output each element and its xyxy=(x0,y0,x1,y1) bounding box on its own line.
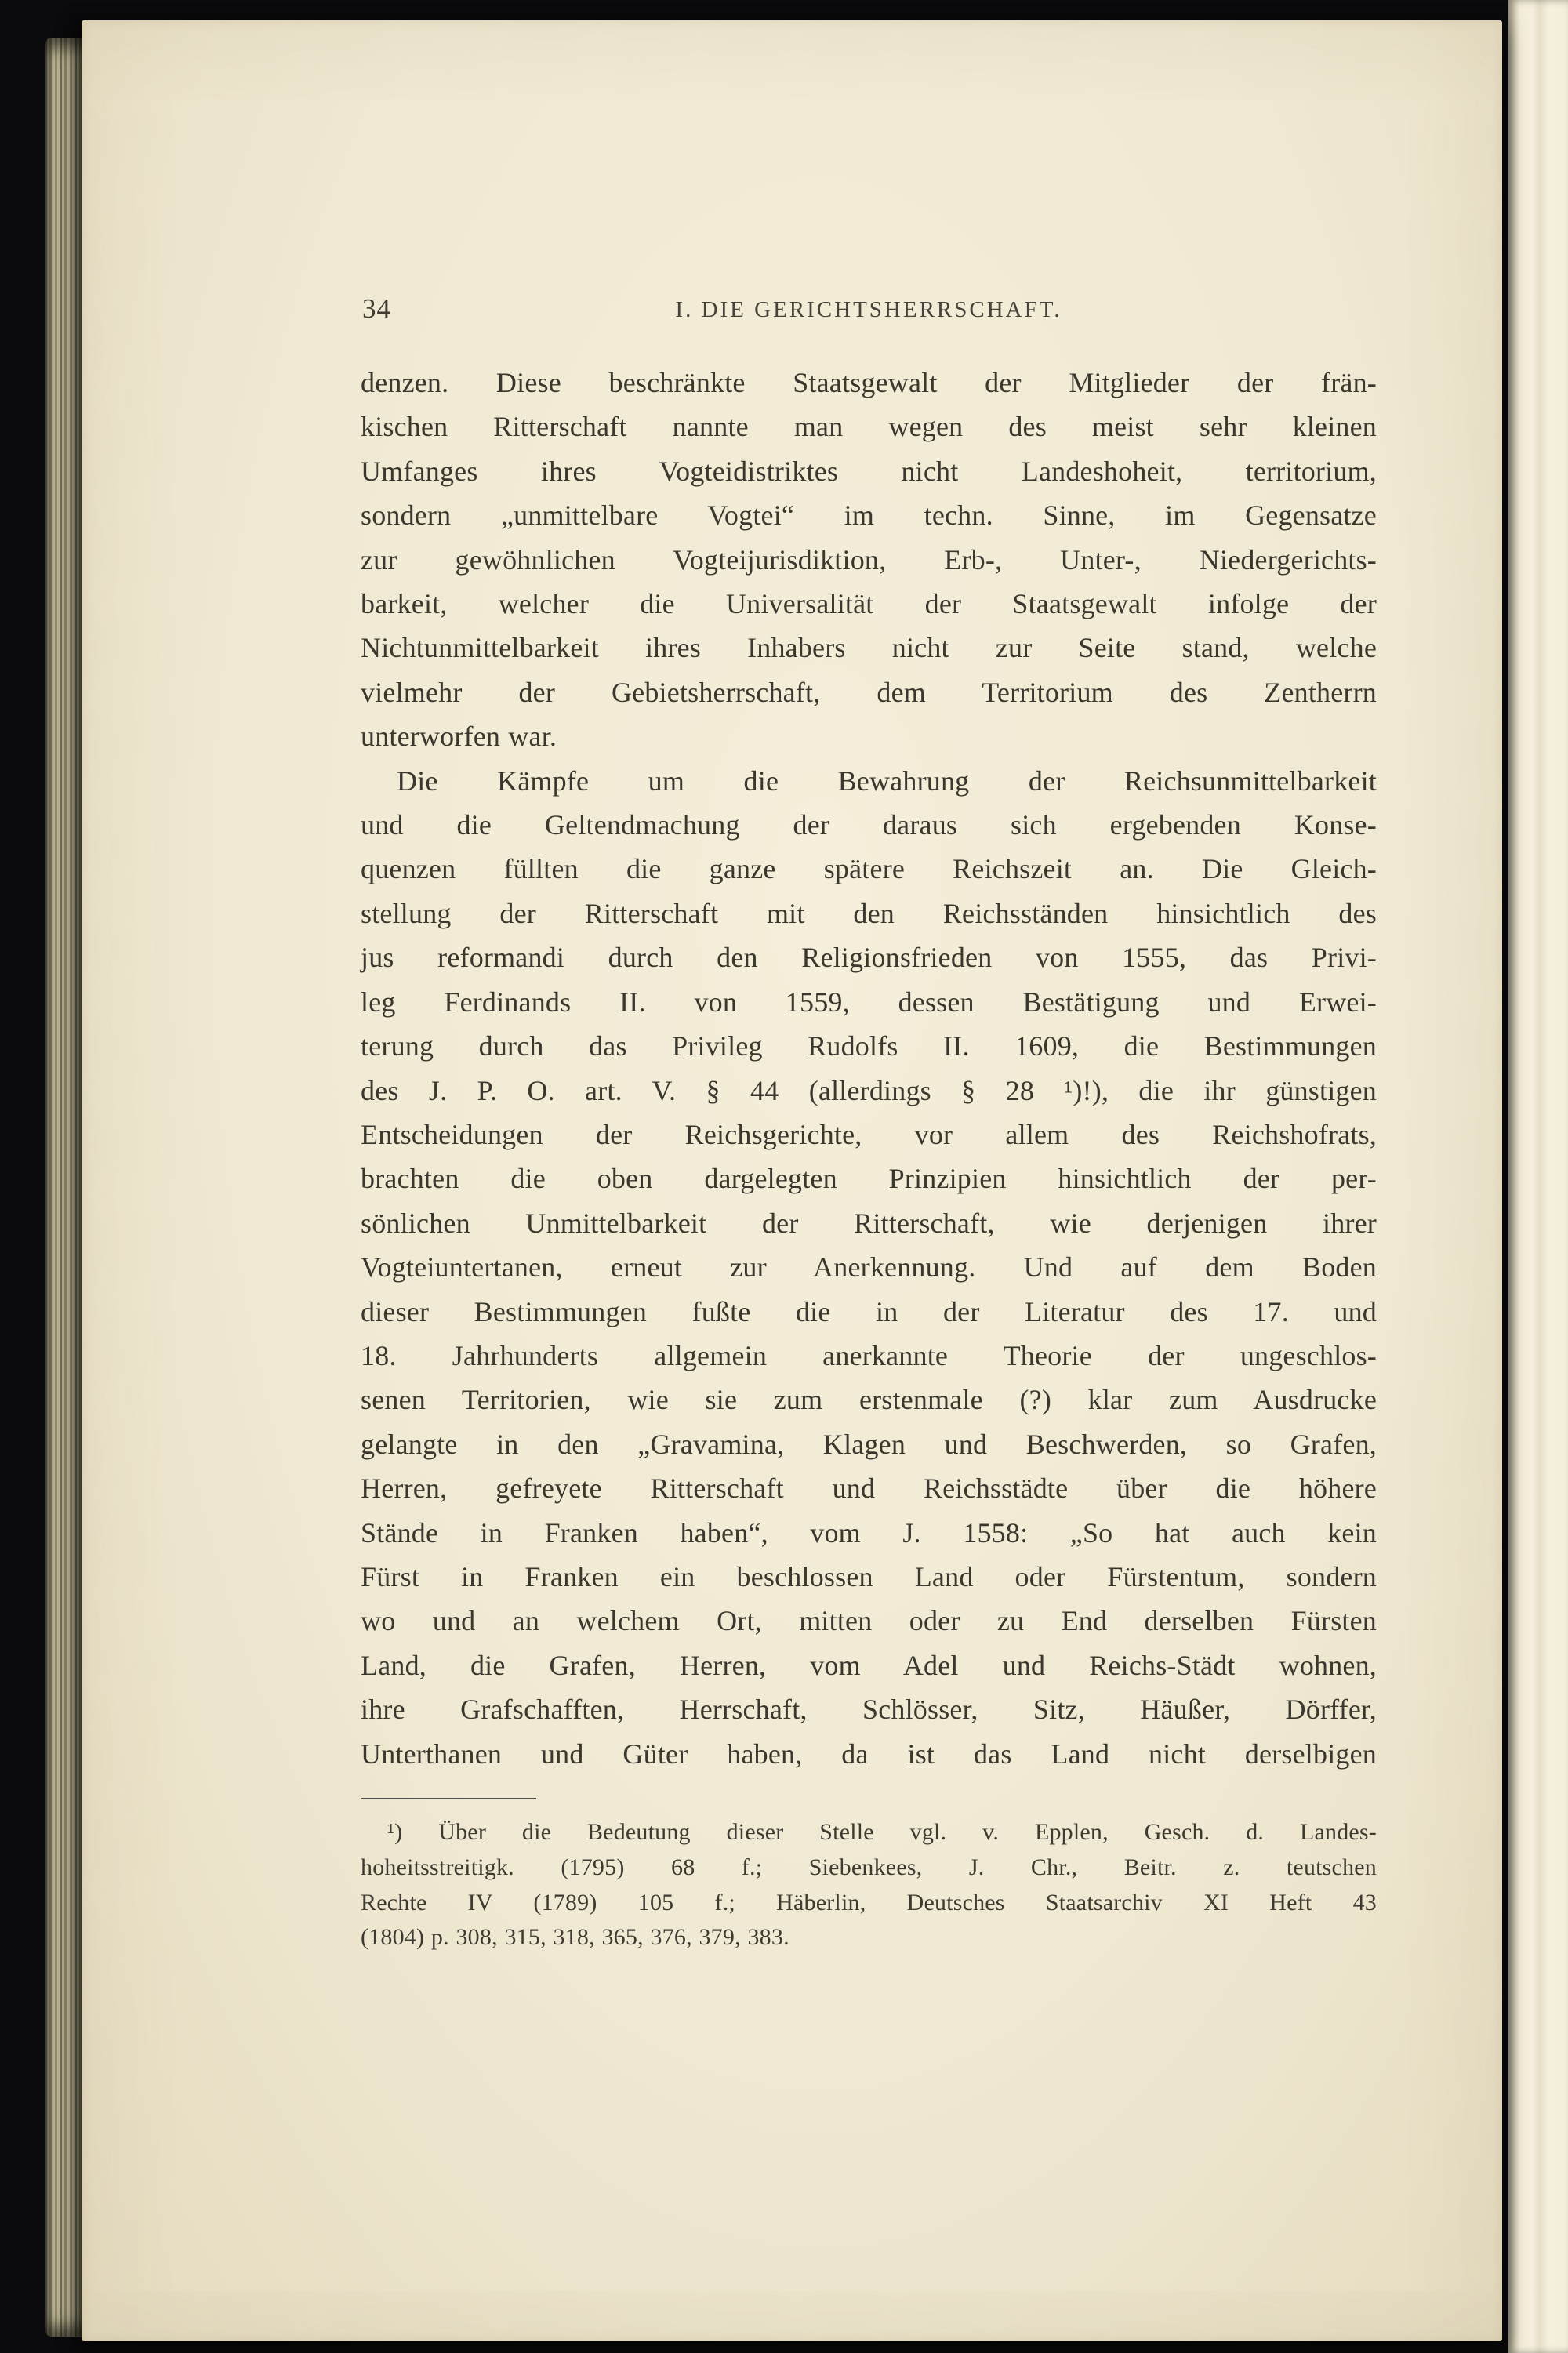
text-line: quenzen füllten die ganze spätere Reichszeit an. Die Gleich- xyxy=(361,853,1377,885)
text-line: zur gewöhnlichen Vogteijurisdiktion, Erb-, Unter-, Niedergerichts- xyxy=(361,543,1377,576)
page-number: 34 xyxy=(362,293,391,324)
text-line: barkeit, welcher die Universalität der Staatsgewalt infolge der xyxy=(361,588,1377,620)
text-line: leg Ferdinands II. von 1559, dessen Bestätigung und Erwei- xyxy=(361,986,1377,1018)
page-head xyxy=(361,292,1377,331)
text-line: sondern „unmittelbare Vogtei“ im techn. Sinne, im Gegensatze xyxy=(361,499,1377,532)
text-line: Stände in Franken haben“, vom J. 1558: „So hat auch kein xyxy=(361,1516,1377,1549)
text-line: brachten die oben dargelegten Prinzipien hinsichtlich der per- xyxy=(361,1163,1377,1195)
text-line: gelangte in den „Gravamina, Klagen und Beschwerden, so Grafen, xyxy=(361,1428,1377,1460)
text-line: vielmehr der Gebietsherrschaft, dem Territorium des Zentherrn xyxy=(361,676,1377,708)
text-line: Fürst in Franken ein beschlossen Land oder Fürstentum, sondern xyxy=(361,1560,1377,1592)
text-line: ihre Grafschafften, Herrschaft, Schlösser, Sitz, Häußer, Dörffer, xyxy=(361,1694,1377,1726)
text-line: terung durch das Privileg Rudolfs II. 1609, die Bestimmungen xyxy=(361,1030,1377,1062)
text-line: Entscheidungen der Reichsgerichte, vor allem des Reichshofrats, xyxy=(361,1118,1377,1150)
footnote xyxy=(361,1815,1377,1955)
text-line: Nichtunmittelbarkeit ihres Inhabers nicht zur Seite stand, welche xyxy=(361,632,1377,664)
page-content xyxy=(361,292,1377,1955)
footnote-line: (1804) p. 308, 315, 318, 365, 376, 379, 383. xyxy=(361,1924,789,1951)
text-line: sönlichen Unmittelbarkeit der Ritterschaft, wie derjenigen ihrer xyxy=(361,1207,1377,1239)
paragraph xyxy=(361,759,1377,1776)
text-line: dieser Bestimmungen fußte die in der Literatur des 17. und xyxy=(361,1295,1377,1327)
text-line: wo und an welchem Ort, mitten oder zu End derselben Fürsten xyxy=(361,1605,1377,1637)
text-line: Die Kämpfe um die Bewahrung der Reichsunmittelbarkeit xyxy=(397,764,1377,797)
text-line: kischen Ritterschaft nannte man wegen des meist sehr kleinen xyxy=(361,411,1377,443)
text-line: stellung der Ritterschaft mit den Reichsständen hinsichtlich des xyxy=(361,897,1377,929)
paragraph xyxy=(361,361,1377,759)
text-line: Vogteiuntertanen, erneut zur Anerkennung. Und auf dem Boden xyxy=(361,1251,1377,1284)
book-page xyxy=(82,20,1502,2341)
text-line: denzen. Diese beschränkte Staatsgewalt der Mitglieder der frän- xyxy=(361,367,1377,398)
footnote-line: Rechte IV (1789) 105 f.; Häberlin, Deutsches Staatsarchiv XI Heft 43 xyxy=(361,1889,1377,1915)
text-line: des J. P. O. art. V. § 44 (allerdings § 28 ¹)!), die ihr günstigen xyxy=(361,1074,1377,1106)
text-line: Land, die Grafen, Herren, vom Adel und Reichs-Städt wohnen, xyxy=(361,1649,1377,1681)
text-line: und die Geltendmachung der daraus sich ergebenden Konse- xyxy=(361,809,1377,841)
text-line: 18. Jahrhunderts allgemein anerkannte Theorie der ungeschlos- xyxy=(361,1339,1377,1371)
text-line: Unterthanen und Güter haben, da ist das Land nicht derselbigen xyxy=(361,1738,1377,1770)
text-line: Herren, gefreyete Ritterschaft und Reichsstädte über die höhere xyxy=(361,1472,1377,1505)
footnote-rule xyxy=(361,1798,536,1799)
text-line: Umfanges ihres Vogteidistriktes nicht Landeshoheit, territorium, xyxy=(361,455,1377,487)
footnote-line: hoheitsstreitigk. (1795) 68 f.; Siebenkees, J. Chr., Beitr. z. teutschen xyxy=(361,1854,1377,1880)
text-line: jus reformandi durch den Religionsfrieden von 1555, das Privi- xyxy=(361,942,1377,974)
footnote-line: ¹) Über die Bedeutung dieser Stelle vgl. v. Epplen, Gesch. d. Landes- xyxy=(387,1819,1377,1845)
adjacent-page-edge xyxy=(1508,0,1568,2353)
body-text xyxy=(361,361,1377,1776)
text-line: senen Territorien, wie sie zum erstenmale (?) klar zum Ausdrucke xyxy=(361,1384,1377,1416)
running-title: I. DIE GERICHTSHERRSCHAFT. xyxy=(675,297,1062,322)
text-line: unterworfen war. xyxy=(361,721,557,753)
